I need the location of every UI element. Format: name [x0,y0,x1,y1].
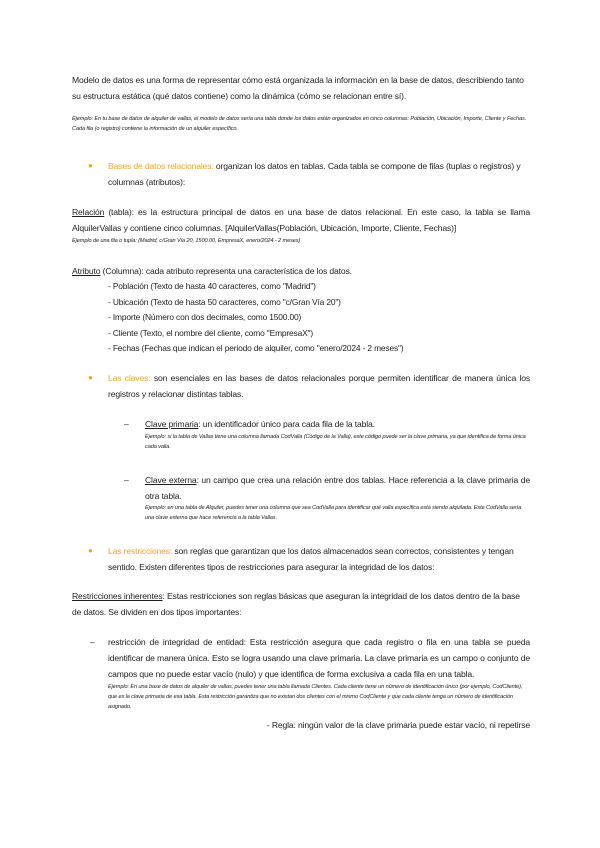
claves-title: Las claves: [108,373,151,383]
clave-primaria-example: Ejemplo: si la tabla de Vallas tiene una columna llamada CodValla (Código de la Valla), este código puede ser la clave primaria, ya que identifica de forma única cada valla. [145,434,526,450]
relacion-term: Relación [72,207,105,217]
relational-title: Bases de datos relacionales: [108,161,214,171]
atributo-item: - Importe (Número con dos decimales, como 1500.00) [108,312,302,322]
clave-primaria-term: Clave primaria [145,419,199,429]
atributo-item: - Ubicación (Texto de hasta 50 caracteres, como "c/Gran Vía 20") [108,297,341,307]
intro-paragraph: Modelo de datos es una forma de representar cómo está organizada la información en la base de datos, describiendo tanto su estructura estática (qué datos contiene) como la dinámica (cómo se relacionan entre sí). [72,75,524,101]
dash-marker: – [90,637,95,647]
claves-paragraph: Las claves: son esenciales en las bases de datos relacionales porque permiten identificar de manera única los registros y relacionar distintas tablas. [108,373,530,399]
inherentes-paragraph: Restricciones inherentes: Estas restricciones son reglas básicas que aseguran la integridad de los datos dentro de la base de datos. Se dividen en dos tipos importantes: [72,591,520,617]
clave-externa-example: Ejemplo: en una tabla de Alquiler, puedes tener una columna que sea CodValla para identificar qué valla específica está siendo alquilada. Este CodValla sería una clave externa que hace referencia a la tabla Vallas. [145,505,522,521]
restricciones-title: Las restricciones: [108,546,173,556]
atributo-paragraph: Atributo (Columna): cada atributo representa una característica de los datos. [72,266,352,276]
relacion-paragraph: Relación (tabla): es la estructura principal de datos en una base de datos relacional. En este caso, la tabla se llama AlquilerVallas y contiene cinco columnas. [AlquilerVallas(Población, Ubicación, Importe, Cliente, Fechas)] [72,207,530,233]
atributo-item: - Población (Texto de hasta 40 caracteres, como "Madrid") [108,281,316,291]
bullet-dot: ● [88,546,93,555]
bullet-dot: ● [88,373,93,382]
relational-paragraph: Bases de datos relacionales: organizan los datos en tablas. Cada tabla se compone de filas (tuplas o registros) y columnas (atributos): [108,161,521,187]
clave-externa-term: Clave externa [145,475,197,485]
clave-primaria-paragraph: Clave primaria: un identificador único para cada fila de la tabla. [145,419,375,429]
relacion-example: Ejemplo de una fila o tupla: (Madrid, c/Gran Vía 20, 1500.00, EmpresaX, enero/2024 - 2 meses) [72,238,301,244]
bullet-dot: ● [88,161,93,170]
entidad-example: Ejemplo: En una base de datos de alquiler de vallas, puedes tener una tabla llamada Clientes. Cada cliente tiene un número de identificación único (por ejemplo, CodCliente), que es la clave primaria de esa tabla. Esta restricción garantiza que no existan dos clientes con el mismo CodCliente y que cada cliente tenga un número de identificación asignado. [108,684,523,710]
intro-example: Ejemplo: En tu base de datos de alquiler de vallas, el modelo de datos sería una tabla donde los datos están organizados en cinco columnas: Población, Ubicación, Importe, Cliente y Fechas. Cada fila (o registro) contiene la información de un alquiler específico. [72,116,527,132]
atributo-item: - Fechas (Fechas que indican el periodo de alquiler, como "enero/2024 - 2 meses") [108,343,404,353]
restricciones-paragraph: Las restricciones: son reglas que garantizan que los datos almacenados sean correctos, consistentes y tengan sentido. Existen diferentes tipos de restricciones para asegurar la integridad de los datos: [108,546,514,572]
entidad-paragraph: restricción de integridad de entidad: Esta restricción asegura que cada registro o fila en una tabla se pueda identificar de manera única. Esto se logra usando una clave primaria. La clave primaria es un campo o conjunto de campos que no puede estar vacío (nulo) y que identifica de forma exclusiva a cada fila en una tabla. [108,637,530,679]
inherentes-term: Restricciones inherentes [72,591,163,601]
atributo-term: Atributo [72,266,101,276]
dash-marker: – [124,419,129,429]
clave-externa-paragraph: Clave externa: un campo que crea una relación entre dos tablas. Hace referencia a la clave primaria de otra tabla. [145,475,530,501]
entidad-rule: - Regla: ningún valor de la clave primaria puede estar vacío, ni repetirse [266,720,530,730]
dash-marker: – [124,475,129,485]
atributo-item: - Cliente (Texto, el nombre del cliente, como "EmpresaX") [108,328,313,338]
